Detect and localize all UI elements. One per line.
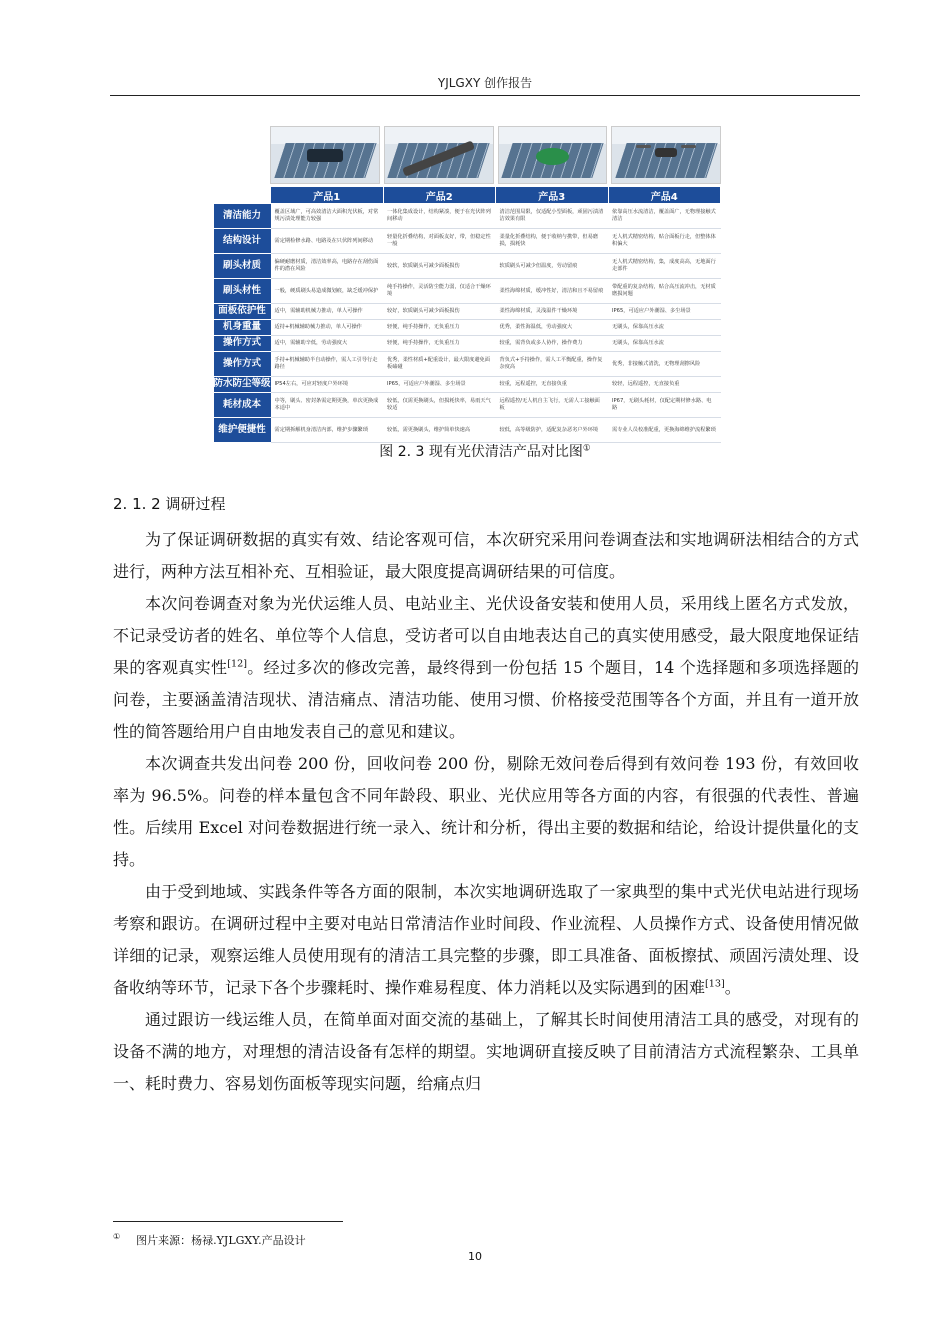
table-cell: 背负式+手持操作，需人工平衡配重，操作复杂度高	[496, 352, 609, 377]
paragraph-text: 。经过多次的修改完善，最终得到一份包括 15 个题目，14 个选择题和多项选择题的问卷，主要涵盖清洁现状、清洁痛点、清洁功能、使用习惯、价格接受范围等各个方面，并且有一道开放性的简答题给用户自由地发表自己的意见和建议。	[113, 658, 859, 741]
table-row	[214, 304, 721, 320]
product-header: 产品4	[608, 187, 721, 204]
paragraph-text: 通过跟访一线运维人员，在简单面对面交流的基础上，了解其长时间使用清洁工具的感受，对现有的设备不满的地方，对理想的清洁设备有怎样的期望。实地调研直接反映了目前清洁方式流程繁杂、工具单一、耗时费力、容易划伤面板等现实问题，给痛点归	[113, 1010, 859, 1093]
footnote	[113, 1232, 306, 1248]
table-cell: 无刷头，保靠高压水流	[608, 336, 721, 352]
product-header: 产品2	[383, 187, 496, 204]
table-cell: 柔性海绵材质，缓冲性好，清洁和且不易留痕	[496, 279, 609, 304]
table-cell: 纯手持操作，灵活防尘能力弱，仅适合干燥环境	[383, 279, 496, 304]
table-cell: 无刷头，保靠高压水流	[608, 320, 721, 336]
paragraph-text: 由于受到地域、实践条件等各方面的限制，本次实地调研选取了一家典型的集中式光伏电站进行现场考察和跟访。在调研过程中主要对电站日常清洁作业时间段、作业流程、人员操作方式、设备使用情况做详细的记录，观察运维人员使用现有的清洁工具完整的步骤，即工具准备、面板擦拭、顽固污渍处理、设备收纳等环节，记录下各个步骤耗时、操作难易程度、体力消耗以及实际遇到的困难	[113, 882, 859, 997]
row-label: 防水防尘等级	[214, 377, 271, 393]
product-3-photo	[498, 126, 608, 184]
table-row	[214, 377, 721, 393]
table-row	[214, 279, 721, 304]
table-cell: 一般，硬质刷头易造成微划痕，缺乏缓冲保护	[271, 279, 384, 304]
citation: [13]	[705, 978, 725, 990]
paragraph	[113, 588, 859, 748]
product-2-photo	[384, 126, 494, 184]
row-label: 耗材成本	[214, 393, 271, 418]
paragraph-text: 本次问卷调查对象为光伏运维人员、电站业主、光伏设备安装和使用人员，采用线上匿名方式发放，不记录受访者的姓名、单位等个人信息，受访者可以自由地表达自己的真实使用感受，最大限度地保证结果的客观真实性	[113, 594, 859, 677]
table-cell: 适中，需辅助机械力推动，单人可操作	[271, 304, 384, 320]
table-row	[214, 204, 721, 229]
table-cell: 较低，需更换刷头，维护简单快速高	[383, 418, 496, 443]
table-cell: IP65，可适应户外潮湿、多尘场景	[608, 304, 721, 320]
table-corner	[214, 187, 271, 204]
table-cell: 无人机式精密结构，集，成度高高，无地面行走部件	[608, 254, 721, 279]
paragraph-text: 本次调查共发出问卷 200 份，回收问卷 200 份，剔除无效问卷后得到有效问卷 193 份，有效回收率为 96.5%。问卷的样本量包含不同年龄段、职业、光伏应用等各方面的内容，有很强的代表性、普遍性。后续用 Excel 对问卷数据进行统一录入、统计和分析，得出主要的数据和结论，给设计提供量化的支持。	[113, 754, 859, 869]
table-cell: 轻量化折叠结构，对面板友好，带，但稳定性一般	[383, 229, 496, 254]
footnote-mark: ①	[113, 1232, 121, 1242]
comparison-table	[213, 186, 721, 443]
table-cell: 柔性海绵材质，灵浅温件干燥环境	[496, 304, 609, 320]
footnote-text: 图片来源：杨禄.YJLGXY.产品设计	[136, 1234, 306, 1247]
body-text	[113, 524, 859, 1100]
paragraph	[113, 748, 859, 876]
table-cell: 较低，高等级防护，适配复杂恶劣户外环境	[496, 418, 609, 443]
header-rule	[110, 95, 860, 96]
table-cell: 需专业人员校准配重，更换海绵维护流程繁琐	[608, 418, 721, 443]
table-cell: 优秀，非接触式清洗，无物理刮擦风险	[608, 352, 721, 377]
table-cell: 远程遥控/无人机自主飞行，无需人工接触面板	[496, 393, 609, 418]
row-label: 维护便捷性	[214, 418, 271, 443]
row-label: 结构设计	[214, 229, 271, 254]
table-cell: 需定期检修水路、电路及在只伏阵列间移动	[271, 229, 384, 254]
row-label: 操作方式	[214, 352, 271, 377]
row-label: 刷头材性	[214, 279, 271, 304]
product-4-photo	[611, 126, 721, 184]
table-row	[214, 352, 721, 377]
table-row	[214, 229, 721, 254]
row-label: 清洁能力	[214, 204, 271, 229]
product-header: 产品3	[496, 187, 609, 204]
section-heading: 2. 1. 2 调研过程	[113, 495, 226, 513]
table-row	[214, 393, 721, 418]
row-label: 操作方式	[214, 336, 271, 352]
product-comparison-figure	[213, 126, 721, 435]
table-cell: IP54左右，可应对轻度户外环境	[271, 377, 384, 393]
table-cell: 需定期拆解机身清洁内部，维护步骤繁琐	[271, 418, 384, 443]
table-cell: 无人机式精密结构，贴合面板行走，但整体体积偏大	[608, 229, 721, 254]
table-cell: 较重，需背负或多人协作，操作费力	[496, 336, 609, 352]
table-cell: 一体化集成设计，结构紧凑，便于在光伏阵列间移动	[383, 204, 496, 229]
caption-footnote-mark: ①	[582, 443, 591, 454]
table-cell: 较软，软质刷头可减少面板损伤	[383, 254, 496, 279]
product-1-photo	[270, 126, 380, 184]
table-cell: 依靠高压水流清洁，覆盖面广，无物理接触式清洁	[608, 204, 721, 229]
running-header: YJLGXY 创作报告	[437, 76, 533, 90]
product-header: 产品1	[271, 187, 384, 204]
table-cell: 轻便，纯手持操作，无负重压力	[383, 320, 496, 336]
table-row	[214, 336, 721, 352]
table-cell: 较低，仅需更换刷头，但损耗快率，易雨天气较适	[383, 393, 496, 418]
table-cell: 覆盖区域广，可高效清洁大面积光伏板，对常规污渍处理能力较强	[271, 204, 384, 229]
paragraph	[113, 524, 859, 588]
page-number: 10	[468, 1250, 482, 1263]
table-cell: 轻便，纯手持操作，无负重压力	[383, 336, 496, 352]
table-cell: 软质刷头可减少但温度，劳动留痕	[496, 254, 609, 279]
table-cell: 较好，软质刷头可减少面板损伤	[383, 304, 496, 320]
paragraph	[113, 876, 859, 1004]
table-row	[214, 418, 721, 443]
table-cell: 清洁范围局限，仅适配小型面板，顽固污渍清洁效果有限	[496, 204, 609, 229]
table-cell: 带配重的复杂结构，贴合高压流冲击，无材质磨损问题	[608, 279, 721, 304]
table-cell: 优秀，柔性海温低，劳动强度大	[496, 320, 609, 336]
paragraph-text: 。	[724, 978, 741, 997]
table-cell: 优秀，柔性材质+配重设计，最大限度避免面板磕碰	[383, 352, 496, 377]
table-cell: 适中，需辅助辛低，劳动强度大	[271, 336, 384, 352]
table-cell: 中等，刷头、密封条需定期更换，单次更换成本适中	[271, 393, 384, 418]
citation: [12]	[227, 658, 247, 670]
table-row	[214, 254, 721, 279]
table-cell: 较重，远程遥控，无直接负重	[496, 377, 609, 393]
table-cell: 适持+机械辅助械力推动，单人可操作	[271, 320, 384, 336]
table-cell: IP65，可适应户外潮湿、多尘场景	[383, 377, 496, 393]
table-row	[214, 320, 721, 336]
table-cell: 偏硬耐磨材质，清洁效率高，电路存在刮伤面件的潜在风险	[271, 254, 384, 279]
table-cell: 手持+机械辅助半自动操作，需人工引导行走路径	[271, 352, 384, 377]
paragraph	[113, 1004, 859, 1100]
table-cell: IP67，无刷头耗材，仅配定期材修水路、电路	[608, 393, 721, 418]
table-cell: 柔量化折叠结构，便于收纳与携带，但易磨损，损耗快	[496, 229, 609, 254]
paragraph-text: 为了保证调研数据的真实有效、结论客观可信，本次研究采用问卷调查法和实地调研法相结合的方式进行，两种方法互相补充、互相验证，最大限度提高调研结果的可信度。	[113, 530, 859, 581]
row-label: 面板依护性	[214, 304, 271, 320]
figure-caption	[110, 441, 860, 461]
footnote-rule	[113, 1221, 343, 1222]
row-label: 机身重量	[214, 320, 271, 336]
row-label: 刷头材质	[214, 254, 271, 279]
table-cell: 较轻，远程遥控，无直接负重	[608, 377, 721, 393]
product-photos	[270, 126, 721, 184]
caption-text: 图 2. 3 现有光伏清洁产品对比图	[379, 444, 583, 460]
